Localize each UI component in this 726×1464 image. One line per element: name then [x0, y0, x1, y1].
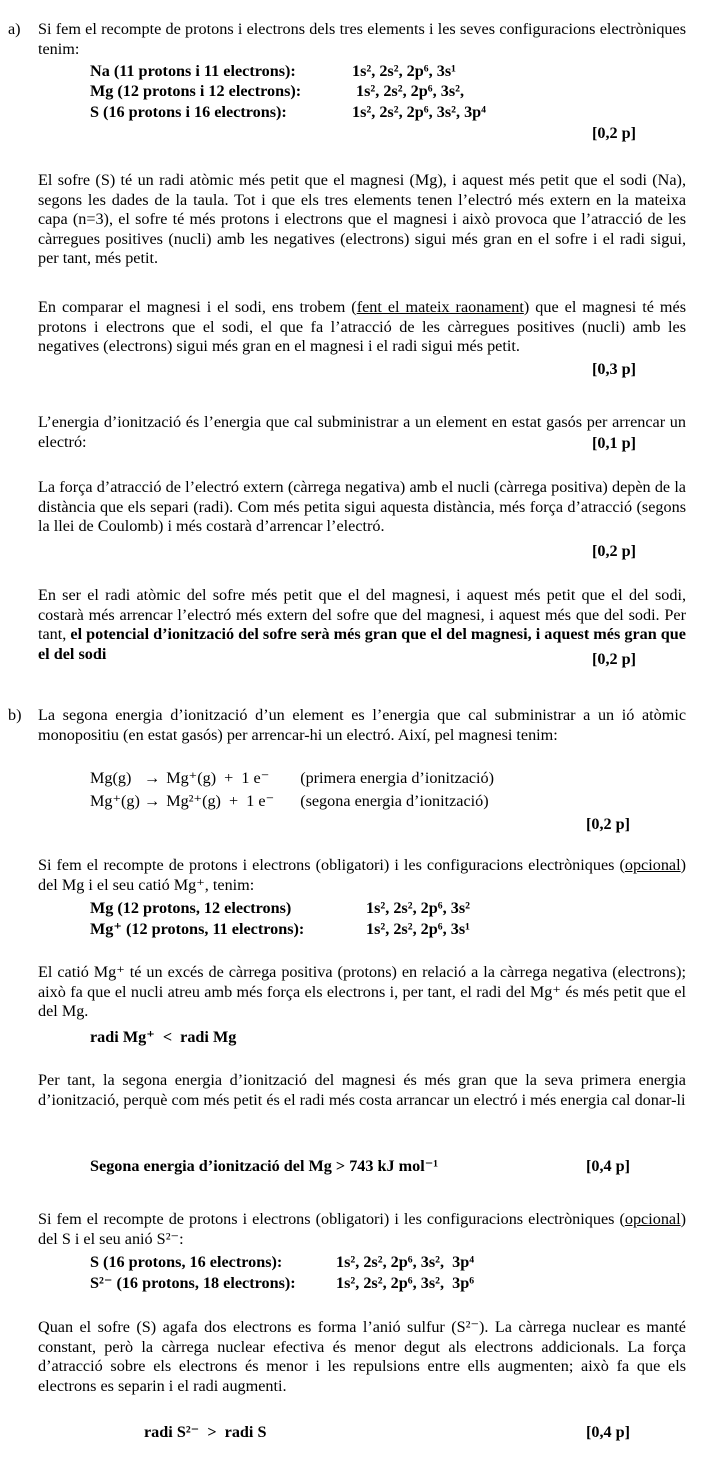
part-b-p4-pre: Si fem el recompte de protons i electrons (obligatori) i les configuracions electròniques (	[38, 1210, 625, 1228]
config-s-anion-value: 1s², 2s², 2p⁶, 3s², 3p⁶	[336, 1274, 475, 1292]
score-b2: [0,4 p]	[586, 1157, 631, 1175]
part-b-paragraph-4	[38, 1210, 686, 1249]
inequality-s-radius: radi S²⁻ > radi S	[144, 1423, 267, 1441]
config-mg-value: 1s², 2s², 2p⁶, 3s²,	[356, 82, 465, 100]
config-na	[90, 62, 456, 82]
part-a-paragraph-3: L’energia d’ionització és l’energia que cal subministrar a un element en estat gasós per arrencar un electró:	[38, 413, 686, 451]
config-s-name: S (16 protons i 16 electrons):	[90, 103, 287, 121]
part-a-paragraph-4: La força d’atracció de l’electró extern (càrrega negativa) amb el nucli (càrrega positiva) depèn de la distància que els separi (radi). Com més petita sigui aquesta distància, més força d’atracció (segons la llei de Coulomb) i més costarà d’arrencar l’electró.	[38, 478, 686, 536]
part-b-paragraph-2: El catió Mg⁺ té un excés de càrrega positiva (protons) en relació a la càrrega negativa (electrons); això fa que el nucli atreu amb més força els electrons i, per tant, el radi del Mg⁺ és més petit que el del Mg.	[38, 963, 686, 1021]
part-b-p1-post: ) del Mg i el seu catió Mg⁺, tenim:	[38, 856, 686, 894]
arrow-icon: →	[144, 792, 161, 810]
score-a1: [0,2 p]	[592, 124, 637, 142]
part-a-label: a)	[8, 20, 21, 38]
inequality-mg-radius: radi Mg⁺ < radi Mg	[90, 1028, 237, 1046]
config-mg-name: Mg (12 protons i 12 electrons):	[90, 82, 302, 100]
config-mg-neutral-name: Mg (12 protons, 12 electrons)	[90, 899, 292, 917]
config-mg-cation-value: 1s², 2s², 2p⁶, 3s¹	[366, 920, 470, 938]
equation-first-ionization	[90, 769, 494, 789]
config-na-name: Na (11 protons i 11 electrons):	[90, 62, 296, 80]
equation-second-ionization	[90, 792, 489, 812]
config-s-neutral-value: 1s², 2s², 2p⁶, 3s², 3p⁴	[336, 1253, 475, 1271]
part-b-paragraph-3: Per tant, la segona energia d’ionització del magnesi és més gran que la seva primera energia d’ionització, perquè com més petit és el radi més costa arrancar un electró i més energia cal donar-li	[38, 1071, 686, 1109]
config-s-anion	[90, 1274, 474, 1294]
part-a-p2-pre: En comparar el magnesi i el sodi, ens trobem (	[38, 298, 357, 316]
score-a2: [0,3 p]	[592, 360, 637, 378]
config-s-neutral	[90, 1253, 474, 1273]
score-a3: [0,1 p]	[592, 434, 637, 452]
config-s-anion-name: S²⁻ (16 protons, 18 electrons):	[90, 1274, 296, 1292]
part-b-p1-pre: Si fem el recompte de protons i electrons (obligatori) i les configuracions electròniques (	[38, 856, 625, 874]
config-s-neutral-name: S (16 protons, 16 electrons):	[90, 1253, 283, 1271]
eq1-left: Mg(g)	[90, 769, 132, 787]
second-ionization-result: Segona energia d’ionització del Mg > 743 kJ mol⁻¹	[90, 1157, 439, 1175]
eq2-left: Mg⁺(g)	[90, 792, 140, 810]
config-mg	[90, 82, 464, 102]
eq2-note: (segona energia d’ionització)	[300, 792, 489, 810]
config-s	[90, 103, 486, 123]
config-mg-cation-name: Mg⁺ (12 protons, 11 electrons):	[90, 920, 305, 938]
config-mg-cation	[90, 920, 470, 940]
score-b3: [0,4 p]	[586, 1423, 631, 1441]
part-a-p2-underline: fent el mateix raonament	[356, 298, 524, 316]
part-b-label: b)	[8, 706, 22, 724]
part-a-paragraph-2	[38, 298, 686, 357]
score-a5: [0,2 p]	[592, 650, 637, 668]
part-a-p2-post: ) que el magnesi té més protons i electrons que el sodi, el que fa l’atracció de les càrregues positives (nucli) amb les negatives (electrons) sigui més gran en el magnesi i el radi sigui més petit.	[38, 298, 686, 356]
part-b-p4-post: ) del S i el seu anió S²⁻:	[38, 1210, 686, 1248]
part-a-intro: Si fem el recompte de protons i electrons dels tres elements i les seves configuracions electròniques tenim:	[38, 20, 686, 58]
score-a4: [0,2 p]	[592, 542, 637, 560]
eq1-note: (primera energia d’ionització)	[300, 769, 495, 787]
config-mg-neutral	[90, 899, 470, 919]
arrow-icon: →	[144, 769, 161, 787]
part-b-intro: La segona energia d’ionització d’un element es l’energia que cal subministrar a un ió atòmic monopositiu (en estat gasós) per arrencar-hi un electró. Així, pel magnesi tenim:	[38, 706, 686, 744]
eq2-right: Mg²⁺(g) + 1 e⁻	[166, 792, 275, 810]
config-na-value: 1s², 2s², 2p⁶, 3s¹	[352, 62, 456, 80]
part-a-paragraph-1: El sofre (S) té un radi atòmic més petit que el magnesi (Mg), i aquest més petit que el sodi (Na), segons les dades de la taula. Tot i que els tres elements tenen l’electró més extern en la mateixa capa (n=3), el sofre té més protons i electrons que el magnesi i això provoca que l’atracció de les càrregues positives (nucli) amb les negatives (electrons) sigui més gran en el sofre i el radi sigui, per tant, més petit.	[38, 171, 686, 268]
part-b-paragraph-1	[38, 856, 686, 895]
config-s-value: 1s², 2s², 2p⁶, 3s², 3p⁴	[352, 103, 487, 121]
part-a-p5-text: En ser el radi atòmic del sofre més petit que el del magnesi, i aquest més petit que el del sodi, costarà més arrencar l’electró més extern del sofre que del magnesi, i aquest més que del sodi. Per tant,	[38, 586, 686, 644]
eq1-right: Mg⁺(g) + 1 e⁻	[166, 769, 270, 787]
score-b1: [0,2 p]	[586, 815, 631, 833]
part-b-paragraph-5: Quan el sofre (S) agafa dos electrons es forma l’anió sulfur (S²⁻). La càrrega nuclear es manté constant, però la càrrega nuclear efectiva és menor degut als electrons addicionals. La força d’atracció sobre els electrons és menor i les repulsions entre ells augmenten; això fa que els electrons es separin i el radi augmenti.	[38, 1318, 686, 1395]
part-b-p1-underline: opcional	[624, 856, 681, 874]
part-b-p4-underline: opcional	[624, 1210, 681, 1228]
part-a-p5-conclusion: el potencial d’ionització del sofre serà més gran que el del magnesi, i aquest més gran que el del sodi	[38, 625, 686, 663]
part-a-paragraph-5	[38, 586, 686, 664]
config-mg-neutral-value: 1s², 2s², 2p⁶, 3s²	[366, 899, 470, 917]
